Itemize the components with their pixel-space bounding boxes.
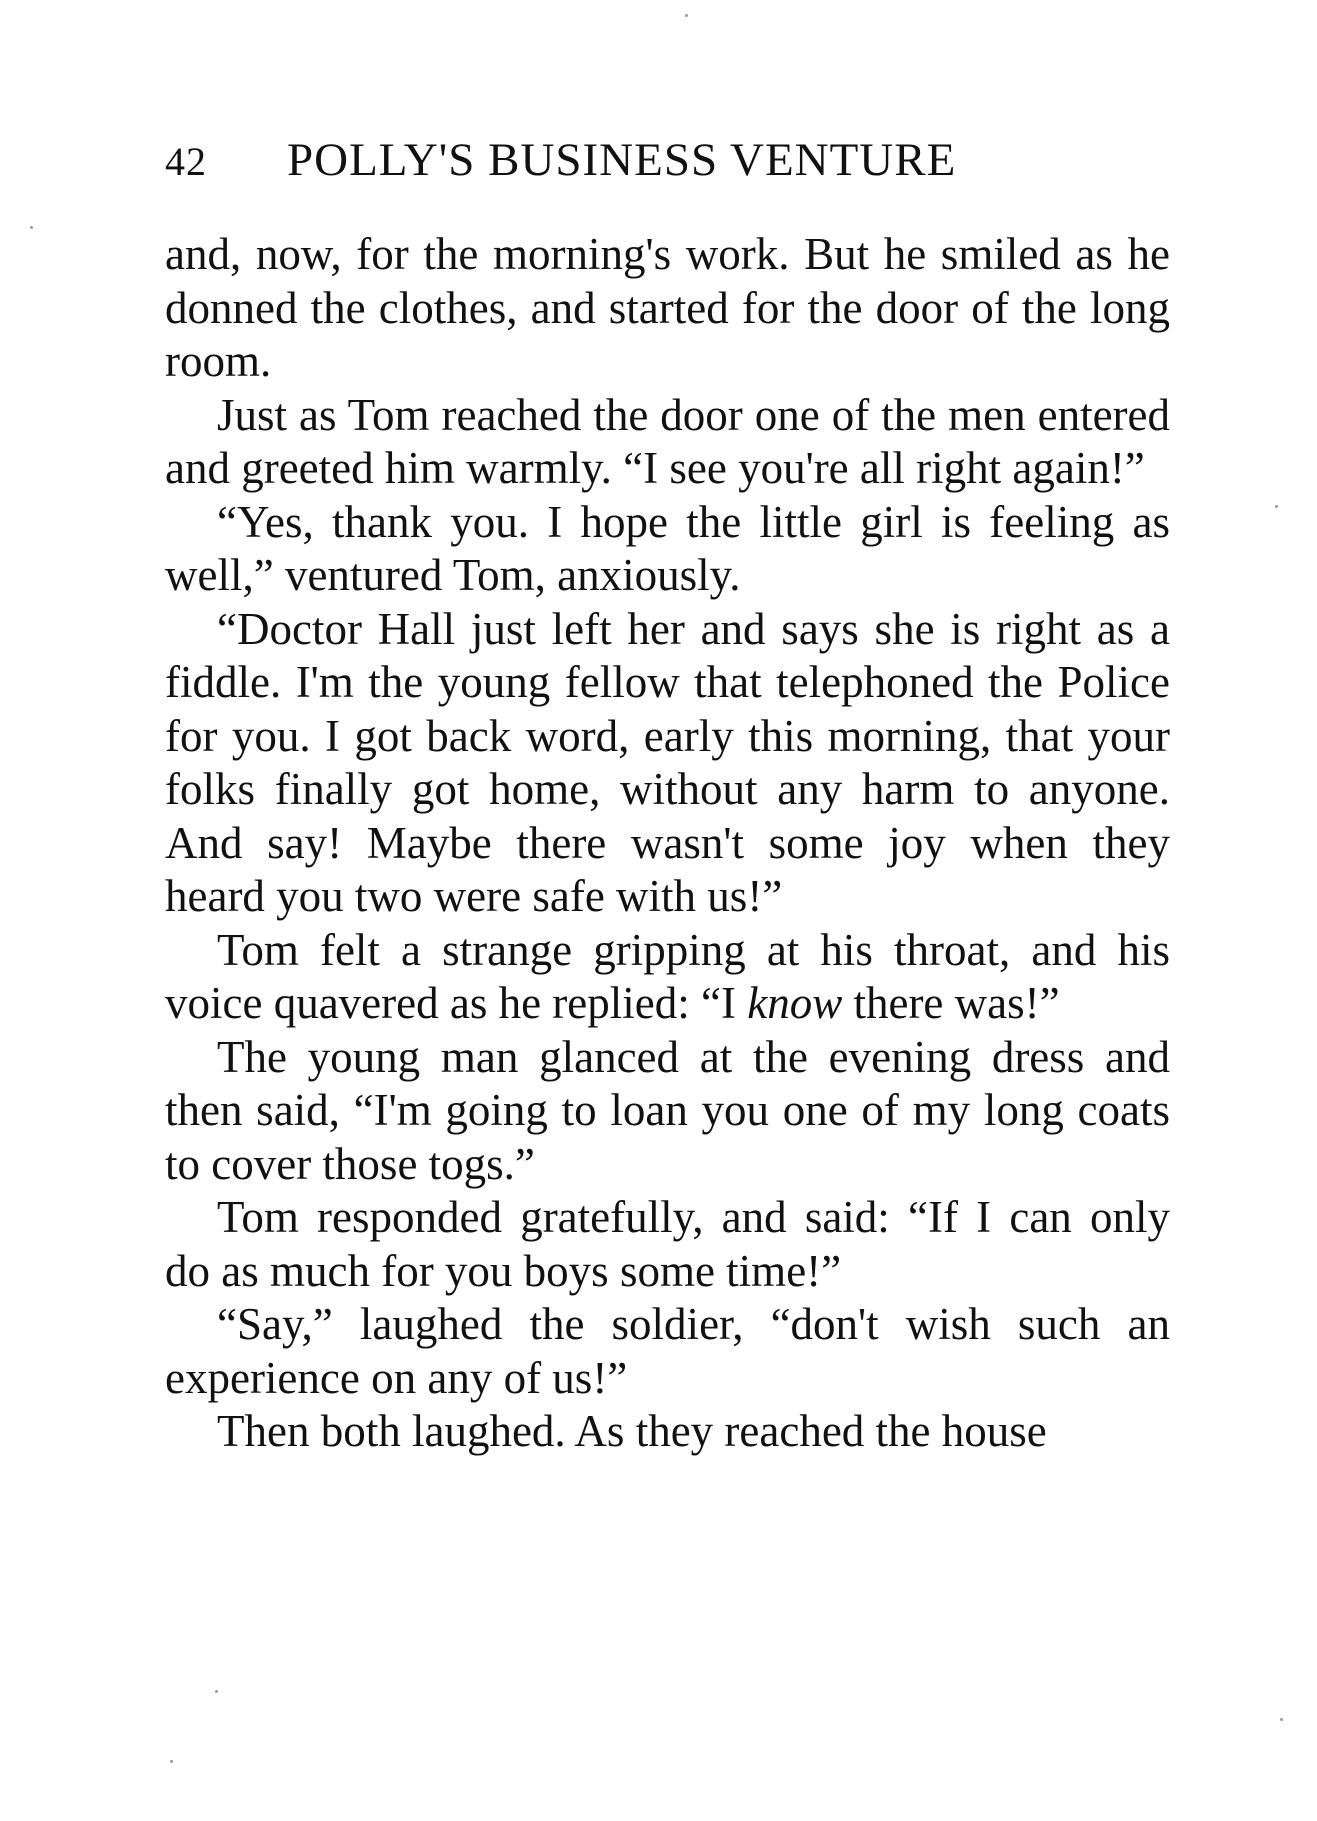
paragraph-9: Then both laughed. As they reached the house (217, 1406, 1047, 1456)
paragraph-1: and, now, for the morning's work. But he smiled as he donned the clothes, and started for the door of the long room. (165, 229, 1170, 386)
paragraph-4: “Doctor Hall just left her and says she is right as a fiddle. I'm the young fellow that telephoned the Police for you. I got back word, early this morning, that your folks finally got home, without any harm to anyone. And say! Maybe there wasn't some joy when they heard you two were safe with us!” (165, 603, 1170, 921)
scan-speck (30, 226, 33, 229)
scan-speck (685, 14, 688, 17)
scan-speck (1275, 505, 1278, 508)
body-text (165, 228, 1170, 1459)
emphasis: know (747, 978, 843, 1028)
book-page (165, 0, 1170, 1821)
book-title: POLLY'S BUSINESS VENTURE (287, 134, 957, 186)
scan-speck (215, 1690, 218, 1693)
running-head (165, 130, 1170, 190)
scan-speck (1280, 1718, 1283, 1721)
paragraph-8: “Say,” laughed the soldier, “don't wish such an experience on any of us!” (165, 1299, 1170, 1403)
scan-speck (170, 1760, 173, 1763)
paragraph-6: The young man glanced at the evening dress and then said, “I'm going to loan you one of my long coats to cover those togs.” (165, 1031, 1170, 1189)
page-number: 42 (165, 139, 207, 184)
paragraph-2: Just as Tom reached the door one of the men entered and greeted him warmly. “I see you're all right again!” (165, 389, 1170, 493)
paragraph-5: Tom felt a strange gripping at his throat, and his voice quavered as he replied: “I know there was!” (165, 924, 1170, 1028)
paragraph-3: “Yes, thank you. I hope the little girl is feeling as well,” ventured Tom, anxiously. (165, 496, 1170, 600)
paragraph-7: Tom responded gratefully, and said: “If I can only do as much for you boys some time!” (165, 1192, 1170, 1296)
